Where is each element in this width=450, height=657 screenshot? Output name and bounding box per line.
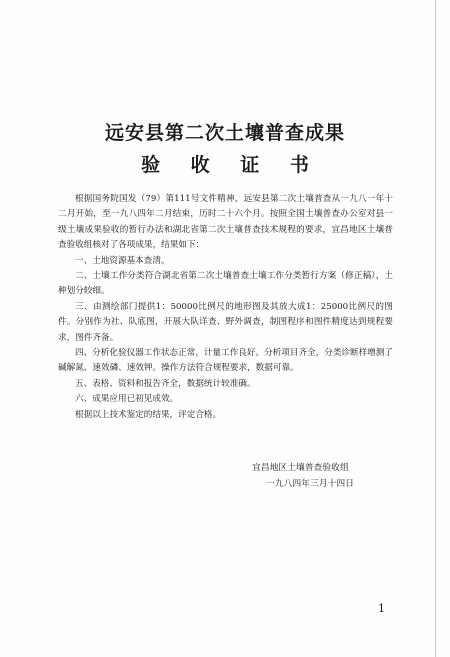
paragraph-item-4: 四、分析化验仪器工作状态正常，计量工作良好。分析项目齐全，分类诊断样增测了碱解氮、速效磷、速效钾。操作方法符合规程要求，数据可靠。 bbox=[58, 348, 393, 374]
paragraph-intro: 根据国务院国发（79）第111号文件精神，远安县第二次土壤普查从一九八一年十二月开始，至一九八四年二月结束，历时二十六个月。按照全国土壤普查办公室对县一级土壤成果验收的暂行办法和湖北省第二次土壤普查技术规程的要求，宜昌地区土壤普查验收组核对了各项成果，结果如下： bbox=[58, 194, 393, 251]
document-title: 远安县第二次土壤普查成果 bbox=[104, 122, 345, 144]
paragraph-item-6: 六、成果应用已初见成效。 bbox=[75, 394, 179, 405]
signature-date: 一九八四年三月十四日 bbox=[266, 479, 354, 489]
signature-organization: 宜昌地区土壤普查验收组 bbox=[252, 463, 349, 473]
paragraph-item-2: 二、土壤工作分类符合湖北省第二次土壤普查土壤工作分类暂行方案（修正稿），土种划分较细。 bbox=[58, 271, 393, 297]
paragraph-conclusion: 根据以上技术鉴定的结果，评定合格。 bbox=[75, 409, 222, 420]
page-number: 1 bbox=[378, 602, 385, 615]
signature-block bbox=[252, 460, 354, 492]
paragraph-item-5: 五、表格、资料和报告齐全，数据统计较准确。 bbox=[75, 378, 256, 389]
paragraph-item-3: 三、由测绘部门提供1：50000比例尺的地形图及其放大成1：25000比例尺的图件。分别作为社、队底图，开展大队详查、野外调查，制图程序和图件精度达到规程要求，图件齐备。 bbox=[58, 301, 393, 343]
document-body bbox=[58, 192, 393, 423]
paragraph-item-1: 一、土地资源基本查清。 bbox=[75, 255, 170, 266]
document-subtitle: 验 收 证 书 bbox=[141, 154, 321, 176]
page-edge-line bbox=[435, 0, 436, 657]
